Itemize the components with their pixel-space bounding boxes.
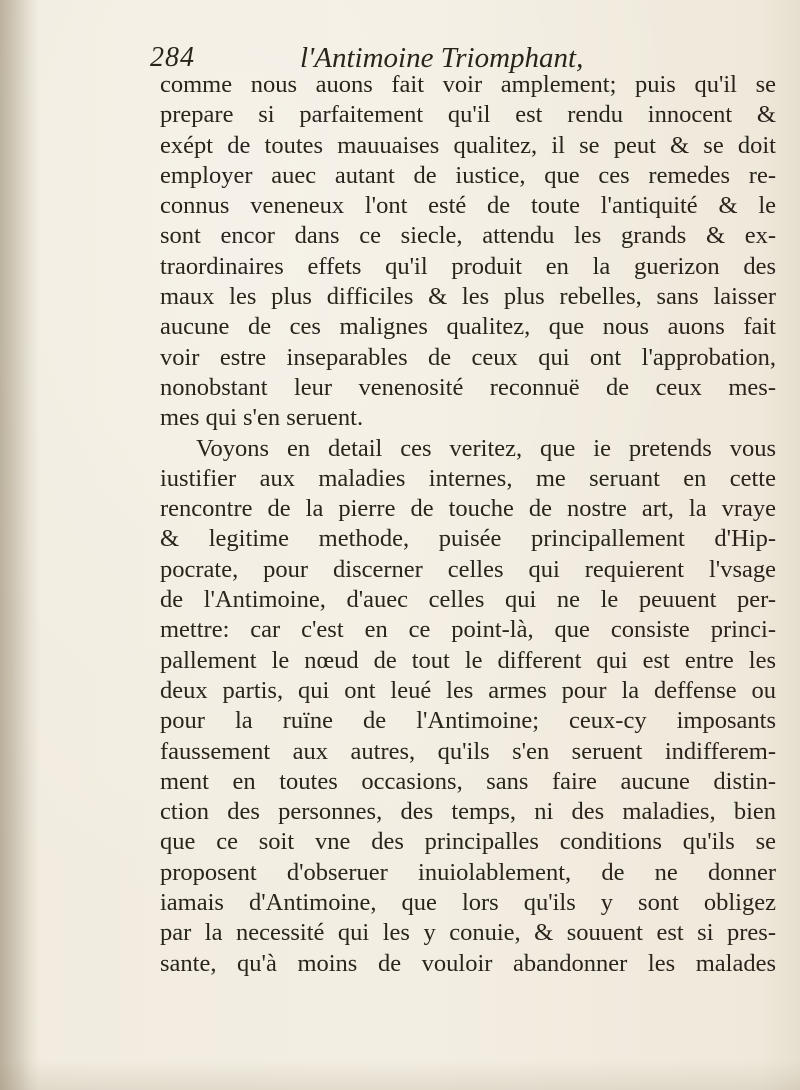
text-line: aucune de ces malignes qualitez, que nous auons fait	[160, 313, 776, 341]
text-line: ction des personnes, des temps, ni des maladies, bien	[160, 798, 776, 826]
body-text	[160, 70, 776, 979]
paragraph-start-line: Voyons en detail ces veritez, que ie pretends vous	[196, 434, 776, 462]
page-number: 284	[150, 42, 195, 73]
text-line: pocrate, pour discerner celles qui requierent l'vsage	[160, 555, 776, 583]
running-head: l'Antimoine Triomphant,	[300, 42, 584, 74]
text-line: iamais d'Antimoine, que lors qu'ils y sont obligez	[160, 889, 776, 917]
text-line: faussement aux autres, qu'ils s'en seruent indifferem-	[160, 737, 776, 765]
text-line: que ce soit vne des principalles conditions qu'ils se	[160, 828, 776, 856]
text-line: sante, qu'à moins de vouloir abandonner les malades	[160, 949, 776, 977]
text-line: prepare si parfaitement qu'il est rendu innocent &	[160, 101, 776, 129]
text-line: comme nous auons fait voir amplement; puis qu'il se	[160, 71, 776, 98]
text-line: pour la ruïne de l'Antimoine; ceux-cy imposants	[160, 707, 776, 735]
text-line: proposent d'obseruer inuiolablement, de ne donner	[160, 858, 776, 886]
text-line: deux partis, qui ont leué les armes pour la deffense ou	[160, 676, 776, 704]
text-line: de l'Antimoine, d'auec celles qui ne le peuuent per-	[160, 586, 776, 614]
text-line: par la necessité qui les y conuie, & souuent est si pres-	[160, 919, 776, 947]
text-line: nonobstant leur venenosité reconnuë de ceux mes-	[160, 373, 776, 401]
text-line: pallement le nœud de tout le different qui est entre les	[160, 646, 776, 674]
text-line: employer auec autant de iustice, que ces remedes re-	[160, 161, 776, 189]
text-line: rencontre de la pierre de touche de nostre art, la vraye	[160, 495, 776, 523]
text-line: traordinaires effets qu'il produit en la guerizon des	[160, 252, 776, 280]
text-line: sont encor dans ce siecle, attendu les grands & ex-	[160, 222, 776, 250]
text-line: connus veneneux l'ont esté de toute l'antiquité & le	[160, 192, 776, 220]
bottom-shadow	[0, 1060, 800, 1090]
text-line: mettre: car c'est en ce point-là, que consiste princi-	[160, 616, 776, 644]
text-line: maux les plus difficiles & les plus rebelles, sans laisser	[160, 283, 776, 311]
paragraph-end-line: mes qui s'en seruent.	[160, 404, 364, 432]
spine-shadow	[0, 0, 40, 1090]
text-line: ment en toutes occasions, sans faire aucune distin-	[160, 767, 776, 795]
text-line: & legitime methode, puisée principallement d'Hip-	[160, 525, 776, 553]
text-line: exépt de toutes mauuaises qualitez, il se peut & se doit	[160, 131, 776, 159]
text-line: voir estre inseparables de ceux qui ont l'approbation,	[160, 343, 776, 371]
text-line: iustifier aux maladies internes, me seruant en cette	[160, 464, 776, 492]
